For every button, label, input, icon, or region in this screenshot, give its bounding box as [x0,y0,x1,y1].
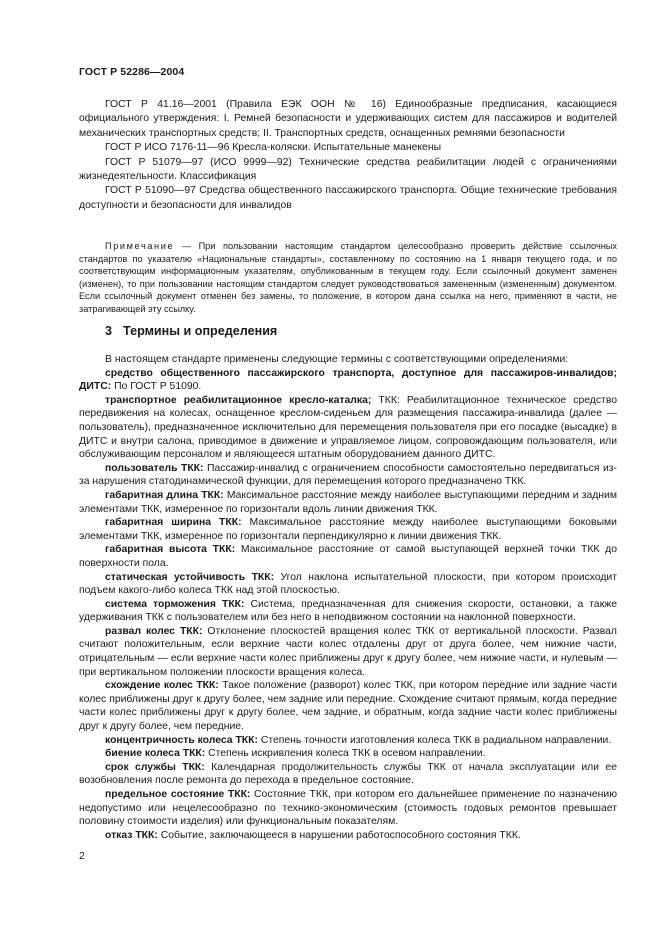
reference-item: ГОСТ Р 41.16—2001 (Правила ЕЭК ООН № 16) Единообразные предписания, касающиеся официального утверждения: I. Ремней безопасности и удерживающих систем для пассажиров и водителей механических транспортных средств; II. Транспортных средств, оснащенных ремнями безопасности [79,99,617,139]
term: статическая устойчивость ТКК: [105,571,275,583]
definition-item [79,543,617,570]
definition-item [79,367,617,394]
intro-paragraph: В настоящем стандарте применены следующие термины с соответствующими определениями: [105,354,569,365]
definition: Угол наклона испытательной плоскости, при котором происходит подъем какого-либо колеса ТКК над этой плоскостью. [79,571,617,597]
definition: Степень точности изготовления колеса ТКК в радиальном направлении. [257,734,612,746]
definition: Максимальное расстояние между наиболее выступающими боковыми элементами ТКК, измеренное по горизонтали перпендикулярно к линии движения ТКК. [79,517,617,542]
reference-item: ГОСТ Р 51079—97 (ИСО 9999—92) Технические средства реабилитации людей с ограничениями жизнедеятельности. Классификация [79,156,617,183]
note-text: — При пользовании настоящим стандартом целесообразно проверить действие ссылочных стандартов по указателю «Национальные стандарты», составленному по состоянию на 1 января текущего года, и по соответствующим информационным указателям, опубликованным в текущем году. Если ссылочный документ заменен (изменен), то при пользовании настоящим стандартом следует руководствоваться замененным (измененным) документом. Если ссылочный документ отменен без замены, то положение, в котором дана ссылка на него, применяют в части, не затрагивающей эту ссылку. [79,241,617,314]
definition-item [79,598,617,625]
definition-item [79,462,617,489]
term: транспортное реабилитационное кресло-каталка; [105,394,372,406]
definition: Состояние ТКК, при котором его дальнейшее применение по назначению недопустимо или нецелесообразно по технико-экономическим (стоимость годовых ремонтов превышает половину стоимости изделия) или функциональным показателям. [79,789,617,828]
term: габаритная высота ТКК: [105,544,236,556]
definition-item [79,734,617,748]
term: отказ ТКК: [105,829,158,841]
definition: Такое положение (разворот) колес ТКК, при котором передние или задние части колес приближены друг к другу более, чем задние или передние. Схождение считают прямым, когда передние части колес приближены друг к другу более, чем задние, и обратным, когда задние части колес приближены друг к другу более, чем передние. [79,680,618,733]
definition: Степень искривления колеса ТКК в осевом направлении. [205,748,486,760]
term: пользователь ТКК: [105,462,204,474]
definition-item [79,625,617,679]
definition-item [79,516,617,543]
normative-references [79,98,617,213]
definition: Событие, заключающееся в нарушении работоспособного состояния ТКК. [157,829,521,841]
section-number: 3 [105,324,113,338]
definition-item [79,679,617,733]
note-block [79,240,617,316]
definition-item [79,394,617,462]
reference-item: ГОСТ Р ИСО 7176-11—96 Кресла-коляски. Испытательные манекены [105,142,442,154]
term: развал колес ТКК: [105,625,203,637]
reference-item: ГОСТ Р 51090—97 Средства общественного пассажирского транспорта. Общие технические требования доступности и безопасности для инвалидов [79,185,617,211]
definition: Отклонение плоскостей вращения колес ТКК от вертикальной плоскости. Развал считают положительным, если верхние части колес отдалены друг от друга более, чем нижние части, отрицательным — если верхние части колес приближены друг к другу более, чем нижние части, и нулевым — при вертикальном положении плоскости вращения колеса. [79,625,617,678]
note-label: Примечание [105,241,175,251]
definition: Максимальное расстояние от самой выступающей верхней точки ТКК до поверхности пола. [79,544,617,569]
term: концентричность колеса ТКК: [105,734,258,746]
term: срок службы ТКК: [105,761,205,773]
definitions-list [79,353,617,842]
term: схождение колес ТКК: [105,680,219,692]
definition-item [79,571,617,598]
term: средство общественного пассажирского транспорта, доступное для пассажиров-инвалидов; ДИТС: [79,367,617,393]
note-paragraph [79,240,617,316]
definition: ТКК: Реабилитационное техническое средство передвижения на колесах, оснащенное креслом-сиденьем для размещения пассажира-инвалида (далее — пользователь), предназначенное исключительно для перемещения пользователя при его посадке (высадке) в ДИТС и внутри салона, приводимое в движение и управляемое лицом, сопровождающим пользователя, или обслуживающим персоналом и являющееся штатным оборудованием данного ДИТС. [79,394,617,461]
definition-item [79,489,617,516]
page-number: 2 [79,850,85,862]
term: габаритная ширина ТКК: [105,517,242,529]
term: система торможения ТКК: [105,598,245,610]
definition: По ГОСТ Р 51090. [111,381,202,393]
definition: Календарная продолжительность службы ТКК от начала эксплуатации или ее возобновления после ремонта до перехода в предельное состояние. [79,761,617,787]
definition: Максимальное расстояние между наиболее выступающими передним и задним элементами ТКК, измеренное по горизонтали вдоль линии движения ТКК. [79,489,617,515]
definition-item [79,788,617,829]
term: биение колеса ТКК: [105,748,206,760]
definition-item [79,829,617,843]
document-header: ГОСТ Р 52286—2004 [79,66,185,78]
definition-item [79,761,617,788]
definition: Система, предназначенная для снижения скорости, остановки, а также удерживания ТКК с пользователем или без него в неподвижном состоянии на наклонной поверхности. [79,598,617,624]
definition: Пассажир-инвалид с ограничением способности самостоятельно передвигаться из-за нарушения статодинамической функции, для перемещения которого предназначено ТКК. [79,462,617,488]
definition-item [79,747,617,761]
section-title: Термины и определения [123,324,278,338]
section-heading [105,324,277,338]
term: предельное состояние ТКК: [105,789,251,800]
term: габаритная длина ТКК: [105,489,224,501]
